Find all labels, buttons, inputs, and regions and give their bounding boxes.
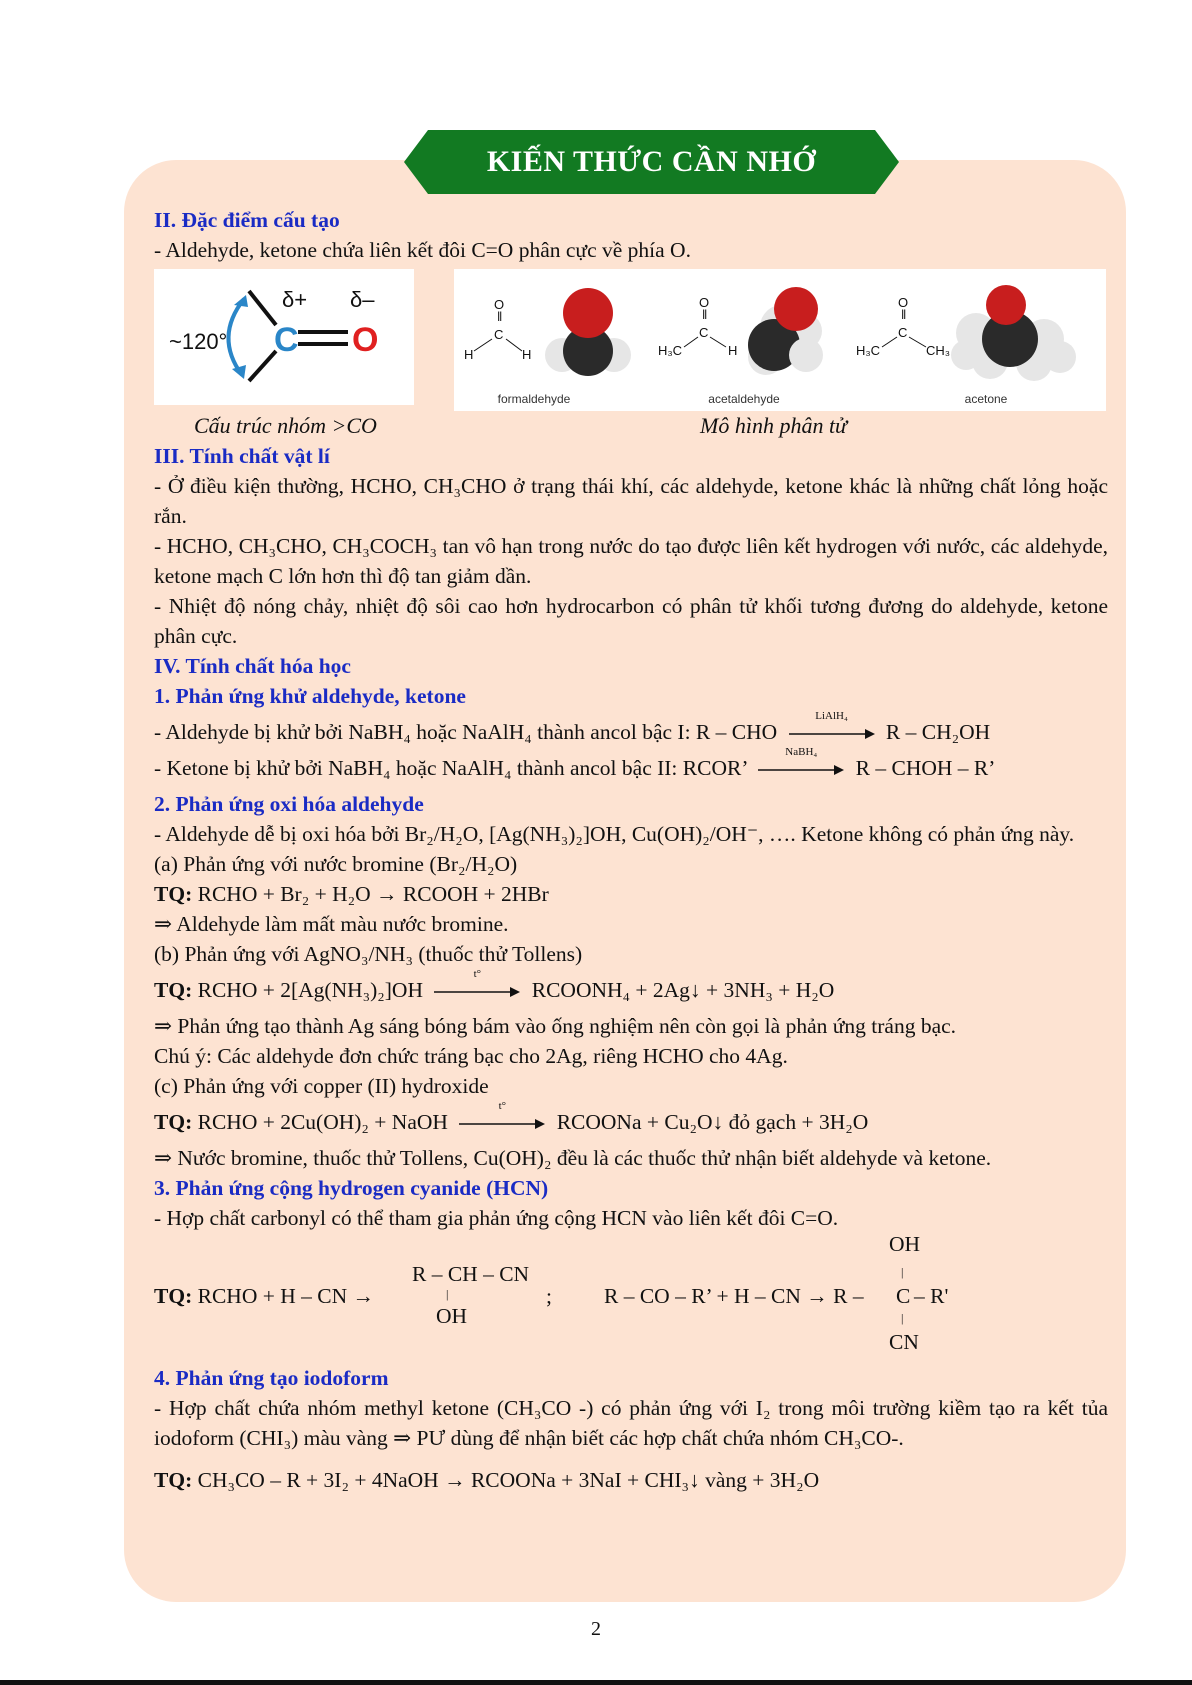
- svg-text:H₃C: H₃C: [856, 343, 881, 358]
- bottom-border: [0, 1680, 1192, 1685]
- tollens-equation: [154, 968, 1108, 1005]
- eq-text: R – CH₂OH: [885, 720, 991, 744]
- eq-text: CH₃CO – R + 3I₂ + 4NaOH → RCOONa + 3NaI + CHI₃↓ vàng + 3H₂O: [197, 1468, 820, 1492]
- svg-text:H: H: [728, 343, 738, 358]
- svg-text:‖: ‖: [497, 309, 503, 324]
- carbon-label: C: [274, 321, 299, 359]
- caption-carbonyl: Cấu trúc nhóm >CO: [194, 413, 377, 438]
- document-body: [154, 205, 1108, 1495]
- bond-line: |: [446, 1287, 449, 1301]
- hcn-product2-r: – R': [914, 1284, 949, 1308]
- tq-label: TQ:: [154, 1284, 193, 1308]
- acetone-model: [856, 285, 1076, 381]
- svg-text:C: C: [494, 327, 504, 342]
- copper-equation: [154, 1100, 1108, 1137]
- reaction-arrow: [789, 710, 875, 744]
- section-heading-physical: III. Tính chất vật lí: [154, 444, 330, 468]
- molecular-model-figure: [454, 269, 1106, 411]
- oxygen-label: O: [352, 321, 379, 359]
- delta-plus-label: δ+: [282, 287, 308, 312]
- hcn-eq1: [154, 1281, 374, 1311]
- svg-text:O: O: [494, 297, 505, 312]
- hcn-text: - Hợp chất carbonyl có thể tham gia phản ứng cộng HCN vào liên kết đôi C=O.: [154, 1206, 839, 1230]
- hcn-product2-cn: CN: [889, 1330, 919, 1354]
- eq-text: - Aldehyde bị khử bởi NaBH₄ hoặc NaAlH₄ thành ancol bậc I: R – CHO: [154, 720, 778, 744]
- svg-text:H: H: [522, 347, 532, 362]
- iodoform-equation: [154, 1465, 1108, 1495]
- tollens-note-2: Chú ý: Các aldehyde đơn chức tráng bạc cho 2Ag, riêng HCHO cho 4Ag.: [154, 1044, 788, 1068]
- tq-label: TQ:: [154, 1110, 193, 1134]
- separator: ;: [546, 1284, 552, 1308]
- carbonyl-structure-figure: [154, 269, 414, 405]
- copper-title: (c) Phản ứng với copper (II) hydroxide: [154, 1074, 489, 1098]
- section-heading-chemical: IV. Tính chất hóa học: [154, 654, 351, 678]
- bromine-title: (a) Phản ứng với nước bromine (Br₂/H₂O): [154, 852, 518, 876]
- carbonyl-diagram: [154, 269, 414, 405]
- copper-note: ⇒ Nước bromine, thuốc thử Tollens, Cu(OH)₂ đều là các thuốc thử nhận biết aldehyde và ketone.: [154, 1146, 992, 1170]
- formaldehyde-model: [464, 288, 631, 376]
- reaction-heading-iodoform: 4. Phản ứng tạo iodoform: [154, 1366, 389, 1390]
- reaction-arrow: [758, 746, 844, 780]
- acetaldehyde-label: acetaldehyde: [708, 392, 780, 406]
- arrow-condition: t°: [473, 968, 482, 981]
- eq-text: RCOONH₄ + 2Ag↓ + 3NH₃ + H₂O: [531, 978, 835, 1002]
- reduction-equation-aldehyde: [154, 710, 1108, 747]
- physical-text-2: - HCHO, CH₃CHO, CH₃COCH₃ tan vô hạn trong nước do tạo được liên kết hydrogen với nước, các aldehyde, ketone mạch C lớn hơn thì độ tan giảm dần.: [154, 534, 1108, 588]
- arrow-condition: NaBH₄: [785, 746, 818, 759]
- eq-text: RCHO + Br₂ + H₂O → RCOOH + 2HBr: [197, 882, 549, 906]
- svg-text:H: H: [464, 347, 474, 362]
- bond-line: |: [901, 1265, 904, 1279]
- tq-label: TQ:: [154, 978, 193, 1002]
- formaldehyde-label: formaldehyde: [497, 392, 571, 406]
- page-number: 2: [591, 1618, 601, 1640]
- eq-text: RCOONa + Cu₂O↓ đỏ gạch + 3H₂O: [556, 1110, 869, 1134]
- svg-text:‖: ‖: [702, 307, 708, 322]
- bromine-equation: [154, 879, 1108, 909]
- banner-title: KIẾN THỨC CẦN NHỚ: [486, 145, 817, 178]
- reaction-heading-reduction: 1. Phản ứng khử aldehyde, ketone: [154, 684, 466, 708]
- section-heading-structure: II. Đặc điểm cấu tạo: [154, 208, 340, 232]
- svg-text:CH₃: CH₃: [926, 343, 951, 358]
- hcn-product1-oh: OH: [436, 1304, 468, 1328]
- svg-text:H₃C: H₃C: [658, 343, 683, 358]
- svg-text:C: C: [898, 325, 908, 340]
- svg-text:‖: ‖: [901, 307, 907, 322]
- tollens-note: ⇒ Phản ứng tạo thành Ag sáng bóng bám vào ống nghiệm nên còn gọi là phản ứng tráng bạc.: [154, 1014, 957, 1038]
- structure-text: - Aldehyde, ketone chứa liên kết đôi C=O phân cực về phía O.: [154, 238, 691, 262]
- reaction-heading-hcn: 3. Phản ứng cộng hydrogen cyanide (HCN): [154, 1176, 549, 1200]
- acetone-label: acetone: [964, 392, 1008, 406]
- arrow-condition: LiAlH₄: [815, 710, 848, 723]
- hcn-product2-oh: OH: [889, 1232, 921, 1256]
- reaction-arrow: [434, 968, 520, 1002]
- caption-molecular-model: Mô hình phân tử: [700, 413, 848, 438]
- tq-label: TQ:: [154, 882, 193, 906]
- arrow-condition: t°: [498, 1100, 507, 1113]
- hcn-product1-chain: R – CH – CN: [412, 1262, 530, 1286]
- tollens-title: (b) Phản ứng với AgNO₃/NH₃ (thuốc thử Tollens): [154, 942, 583, 966]
- reaction-arrow: [459, 1100, 545, 1134]
- physical-text-3: - Nhiệt độ nóng chảy, nhiệt độ sôi cao hơn hydrocarbon có phân tử khối tương đương do aldehyde, ketone phân cực.: [154, 594, 1108, 648]
- hcn-product2-carbon: C: [896, 1284, 911, 1308]
- eq-text: R – CHOH – R’: [855, 756, 996, 780]
- hcn-eq2: R – CO – R’ + H – CN → R –: [604, 1284, 864, 1308]
- eq-text: RCHO + 2Cu(OH)₂ + NaOH: [197, 1110, 448, 1134]
- svg-text:C: C: [699, 325, 709, 340]
- physical-text-1: - Ở điều kiện thường, HCHO, CH₃CHO ở trạng thái khí, các aldehyde, ketone khác là những chất lỏng hoặc rắn.: [154, 474, 1108, 528]
- acetaldehyde-model: [658, 287, 823, 375]
- bromine-note: ⇒ Aldehyde làm mất màu nước bromine.: [154, 912, 509, 936]
- delta-minus-label: δ–: [350, 287, 375, 312]
- reduction-equation-ketone: [154, 746, 1108, 783]
- eq-text: - Ketone bị khử bởi NaBH₄ hoặc NaAlH₄ thành ancol bậc II: RCOR’: [154, 756, 747, 780]
- svg-text:O: O: [699, 295, 710, 310]
- eq-text: RCHO + 2[Ag(NH₃)₂]OH: [197, 978, 423, 1002]
- reaction-heading-oxidation: 2. Phản ứng oxi hóa aldehyde: [154, 792, 424, 816]
- hcn-equations: [154, 1232, 1108, 1359]
- svg-text:O: O: [898, 295, 909, 310]
- bond-line: |: [901, 1311, 904, 1325]
- oxidation-text: - Aldehyde dễ bị oxi hóa bởi Br₂/H₂O, [Ag(NH₃)₂]OH, Cu(OH)₂/OH⁻, …. Ketone không có phản ứng này.: [154, 822, 1075, 846]
- bond-angle-label: ~120°: [169, 329, 228, 354]
- figure-row: [154, 269, 1108, 441]
- iodoform-text: - Hợp chất chứa nhóm methyl ketone (CH₃CO -) có phản ứng với I₂ trong môi trường kiềm tạo ra kết tủa iodoform (CHI₃) màu vàng ⇒ PƯ dùng để nhận biết các hợp chất chứa nhóm CH₃CO-.: [154, 1396, 1108, 1450]
- eq-text: RCHO + H – CN →: [197, 1284, 374, 1308]
- molecule-models: [454, 269, 1106, 411]
- tq-label: TQ:: [154, 1468, 193, 1492]
